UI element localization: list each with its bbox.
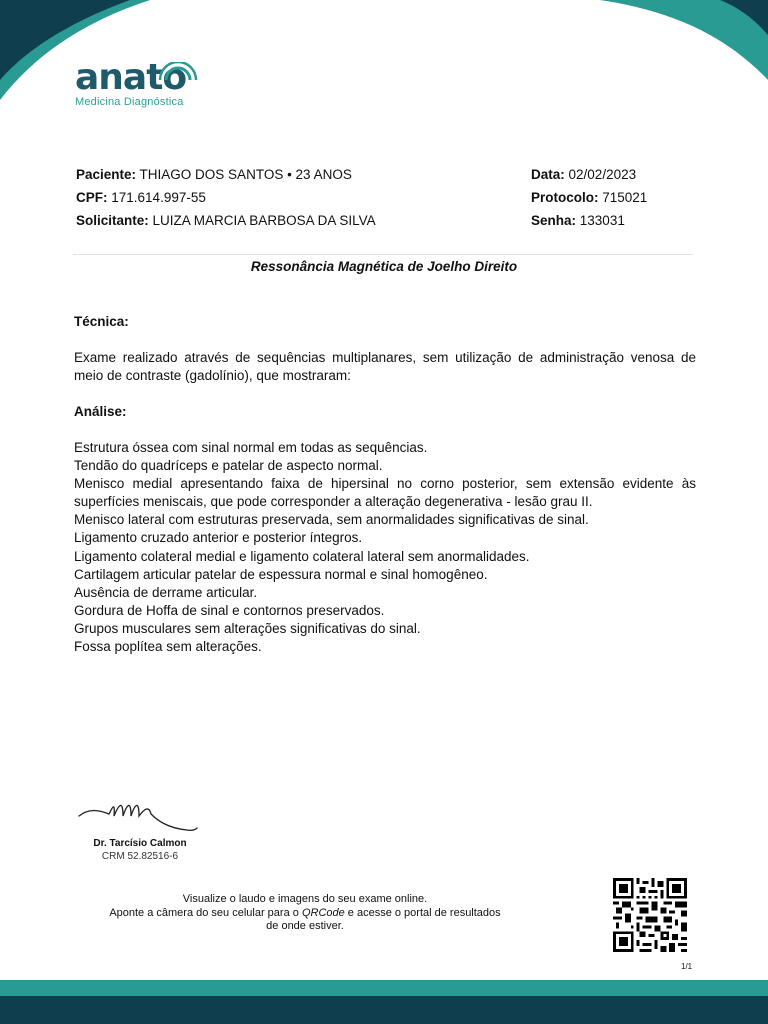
page-number: 1/1 bbox=[681, 962, 693, 971]
notice-line-2 bbox=[0, 907, 610, 921]
doctor-name: Dr. Tarcísio Calmon bbox=[93, 838, 187, 849]
protocol-value: 715021 bbox=[602, 190, 648, 205]
brand-tagline: Medicina Diagnóstica bbox=[75, 96, 184, 108]
patient-label: Paciente: bbox=[76, 167, 137, 182]
password-row bbox=[531, 209, 647, 232]
notice-line-3: de onde estiver. bbox=[266, 920, 344, 932]
analysis-line: Grupos musculares sem alterações significativas do sinal. bbox=[74, 620, 421, 636]
qrcode-word: QRCode bbox=[301, 906, 345, 919]
cpf-label: CPF: bbox=[76, 190, 108, 205]
requester-value: LUIZA MARCIA BARBOSA DA SILVA bbox=[152, 213, 376, 228]
technique-section bbox=[74, 313, 696, 385]
divider bbox=[73, 254, 693, 255]
exam-info bbox=[531, 163, 647, 232]
patient-value: THIAGO DOS SANTOS • 23 ANOS bbox=[139, 167, 352, 182]
analysis-line: Ausência de derrame articular. bbox=[74, 584, 258, 600]
protocol-row bbox=[531, 186, 647, 209]
password-value: 133031 bbox=[579, 213, 625, 228]
footer-band-teal bbox=[0, 980, 768, 996]
footer-band-dark bbox=[0, 996, 768, 1024]
analysis-heading: Análise: bbox=[74, 404, 127, 419]
online-access-notice bbox=[0, 893, 610, 934]
protocol-label: Protocolo: bbox=[531, 190, 599, 205]
analysis-line: Ligamento colateral medial e ligamento colateral lateral sem anormalidades. bbox=[74, 548, 530, 564]
analysis-line: Estrutura óssea com sinal normal em todas as sequências. bbox=[74, 440, 428, 455]
date-label: Data: bbox=[531, 167, 565, 182]
requester-label: Solicitante: bbox=[76, 213, 149, 228]
requester-row bbox=[76, 209, 376, 232]
signature bbox=[77, 798, 202, 838]
doctor-crm: CRM 52.82516-6 bbox=[101, 851, 179, 862]
signal-icon bbox=[158, 62, 200, 90]
brand-name: anato bbox=[75, 57, 187, 98]
analysis-section bbox=[74, 403, 696, 656]
exam-title: Ressonância Magnética de Joelho Direito bbox=[250, 259, 518, 274]
cpf-row bbox=[76, 186, 376, 209]
qr-code[interactable] bbox=[611, 878, 689, 952]
notice-line-1: Visualize o laudo e imagens do seu exame online. bbox=[182, 893, 428, 905]
analysis-line: Cartilagem articular patelar de espessura normal e sinal homogêneo. bbox=[74, 566, 488, 582]
patient-info bbox=[76, 163, 376, 232]
analysis-line: Tendão do quadríceps e patelar de aspecto normal. bbox=[74, 458, 383, 474]
analysis-line: Menisco medial apresentando faixa de hipersinal no corno posterior, sem extensão evidente às superfícies meniscais, que pode corresponder a alteração degenerativa - lesão grau II. bbox=[74, 476, 696, 510]
analysis-line: Gordura de Hoffa de sinal e contornos preservados. bbox=[74, 602, 385, 618]
password-label: Senha: bbox=[531, 213, 577, 228]
date-value: 02/02/2023 bbox=[568, 167, 637, 182]
analysis-line: Ligamento cruzado anterior e posterior íntegros. bbox=[74, 530, 363, 546]
patient-name-row bbox=[76, 163, 376, 186]
analysis-list bbox=[74, 439, 696, 656]
notice-line-2-post: e acesse o portal de resultados bbox=[344, 906, 501, 919]
cpf-value: 171.614.997-55 bbox=[111, 190, 206, 205]
technique-text: Exame realizado através de sequências multiplanares, sem utilização de administração venosa de meio de contraste (gadolínio), que mostraram: bbox=[74, 350, 696, 383]
analysis-line: Menisco lateral com estruturas preservada, sem anormalidades significativas de sinal. bbox=[74, 512, 589, 528]
doctor-block bbox=[0, 838, 280, 862]
analysis-line: Fossa poplítea sem alterações. bbox=[74, 639, 262, 655]
date-row bbox=[531, 163, 647, 186]
notice-line-2-pre: Aponte a câmera do seu celular para o bbox=[109, 906, 302, 919]
technique-heading: Técnica: bbox=[74, 314, 129, 329]
